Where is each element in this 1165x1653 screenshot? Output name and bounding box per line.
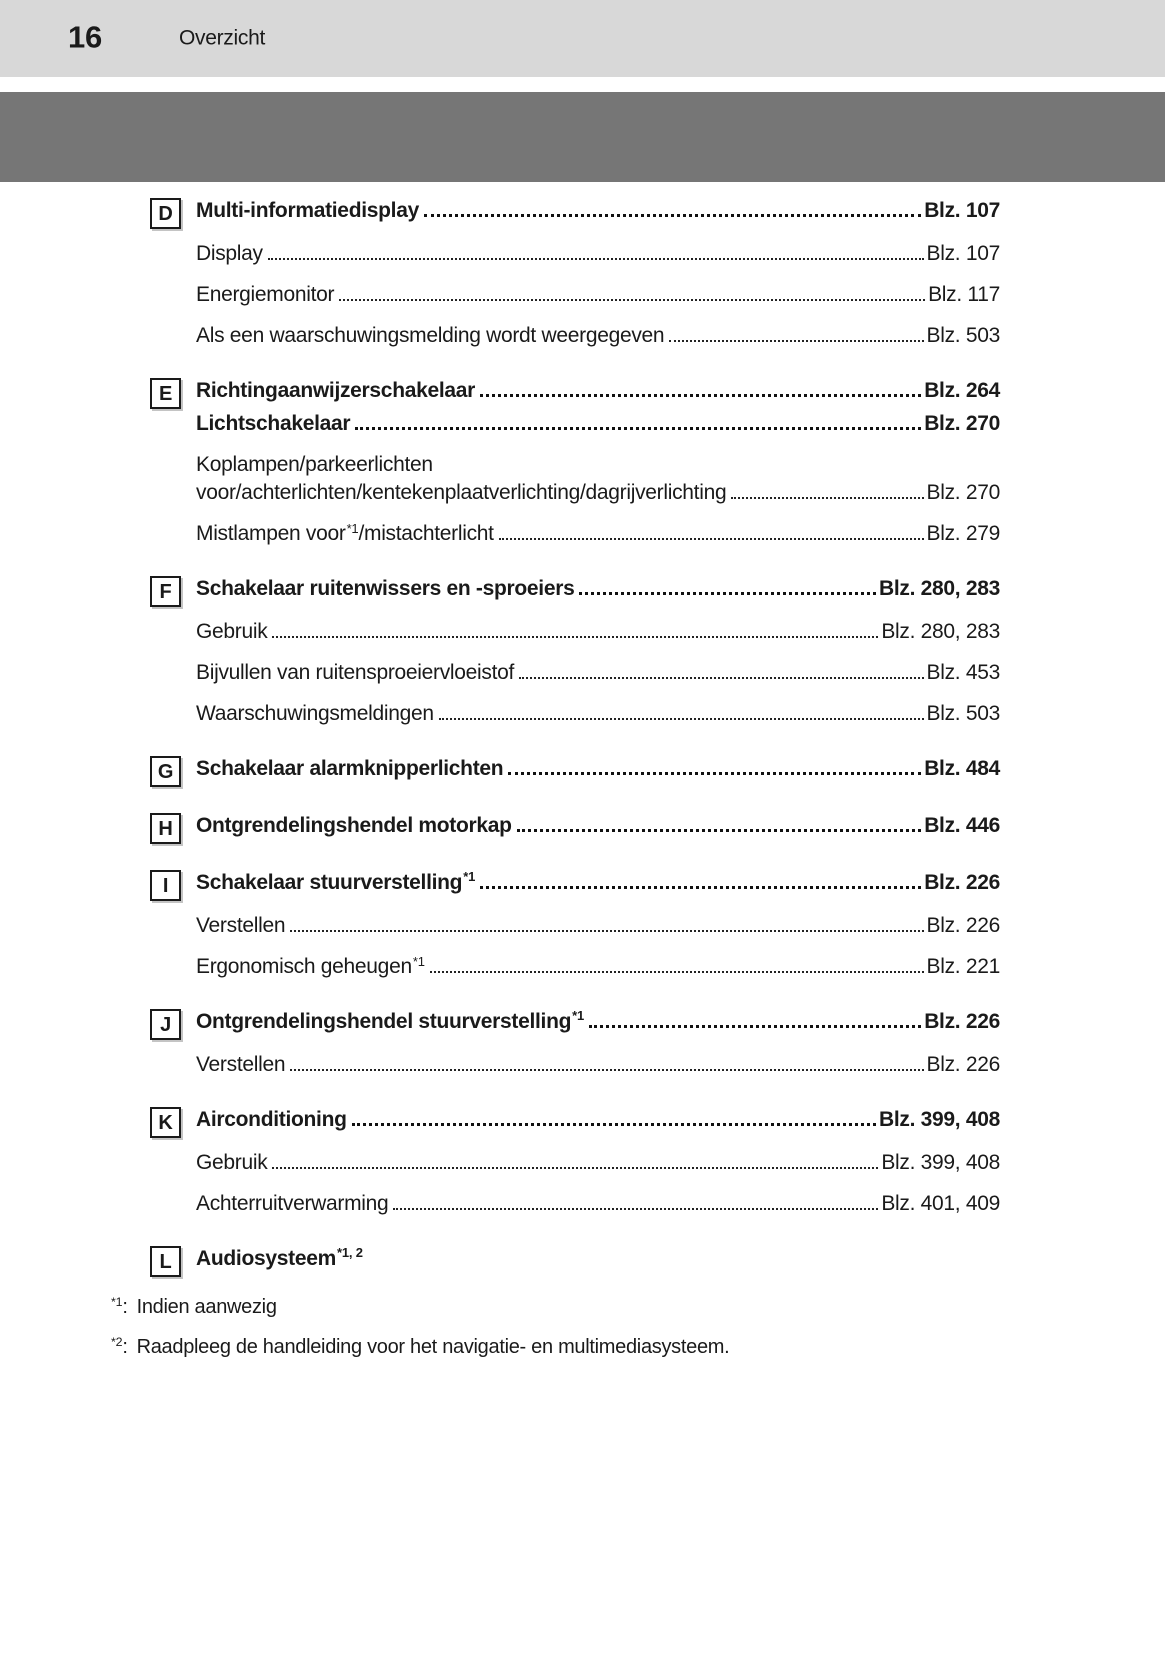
entry-label: Energiemonitor: [196, 283, 335, 306]
dotted-leader: [517, 829, 922, 832]
footnote-marker: *1: [412, 953, 425, 969]
entry-letter-box: F: [150, 576, 181, 607]
entry-letter-box: H: [150, 813, 181, 844]
dotted-leader: [355, 427, 921, 430]
entry-label: Airconditioning: [196, 1107, 347, 1131]
toc-entry-i: [150, 867, 1000, 898]
entry-label: Ontgrendelingshendel motorkap: [196, 813, 512, 837]
entry-label: Gebruik: [196, 620, 268, 643]
toc-entry-l: [150, 1243, 1000, 1274]
entry-label: Verstellen: [196, 914, 286, 937]
footnote-marker: *1: [111, 1295, 123, 1310]
page-reference: Blz. 279: [926, 522, 1000, 545]
page-reference: Blz. 280, 283: [878, 576, 1000, 600]
page-reference: Blz. 503: [926, 702, 1000, 725]
entry-label: Gebruik: [196, 1151, 268, 1174]
toc-entry: [150, 1052, 1000, 1078]
letter-cell: [150, 810, 196, 841]
dotted-leader: [731, 497, 923, 499]
dotted-leader: [439, 718, 924, 720]
page-reference: Blz. 446: [924, 813, 1000, 837]
dotted-leader: [499, 538, 924, 540]
page-reference: Blz. 270: [926, 481, 1000, 504]
entry-label: Verstellen: [196, 1053, 286, 1076]
page-reference: Blz. 270: [924, 412, 1000, 435]
toc-entry-g: [150, 753, 1000, 784]
toc-entry: [150, 282, 1000, 308]
footnote: $^{*2}$: Raadpleeg de handleiding voor het navigatie- en multimediasysteem.: [111, 1335, 730, 1358]
dotted-leader: [669, 340, 923, 342]
footnote-text: Raadpleeg de handleiding voor het navigatie- en multimediasysteem.: [136, 1336, 730, 1358]
toc-entry: [150, 1150, 1000, 1176]
page-reference: Blz. 107: [926, 242, 1000, 265]
page-reference: Blz. 280, 283: [881, 620, 1000, 643]
section-title: Overzicht: [179, 26, 265, 50]
entry-label: Lichtschakelaar: [196, 412, 351, 435]
entry-label: Als een waarschuwingsmelding wordt weergegeven: [196, 324, 665, 347]
toc-entry: [150, 1191, 1000, 1217]
page-reference: Blz. 484: [924, 756, 1000, 780]
dotted-leader: [272, 1167, 878, 1169]
page-header: [0, 0, 1165, 77]
dotted-leader: [268, 258, 924, 260]
footnote-marker: *1: [346, 520, 359, 536]
page-reference: Blz. 226: [924, 870, 1000, 894]
dotted-leader: [589, 1025, 921, 1028]
footnote: $^{*1}$: Indien aanwezig: [111, 1295, 277, 1318]
toc-entry: [150, 241, 1000, 267]
entry-letter-box: I: [150, 870, 181, 901]
entry-letter-box: K: [150, 1107, 181, 1138]
entry-label: Achterruitverwarming: [196, 1192, 389, 1215]
page-reference: Blz. 503: [926, 324, 1000, 347]
toc-entry-f: [150, 573, 1000, 604]
header-gap: [0, 77, 1165, 92]
entry-label: Koplampen/parkeerlichten: [196, 453, 433, 476]
toc-entry-d: [150, 195, 1000, 226]
footnote-marker: *1: [463, 869, 476, 885]
letter-cell: [150, 1006, 196, 1037]
dotted-leader: [508, 772, 921, 775]
toc-entry-k: [150, 1104, 1000, 1135]
toc-entry: [150, 323, 1000, 349]
toc-entry: [150, 521, 1000, 547]
entry-letter-box: G: [150, 756, 181, 787]
page-number: 16: [68, 19, 102, 55]
entry-label: Ergonomisch geheugen$^{*1}$: [196, 953, 425, 978]
footnote-marker: *1, 2: [336, 1245, 363, 1261]
page-reference: Blz. 399, 408: [878, 1107, 1000, 1131]
entry-label: Multi-informatiedisplay: [196, 198, 419, 222]
entry-label: Schakelaar stuurverstelling$^{*1}$: [196, 869, 476, 894]
letter-cell: [150, 1104, 196, 1135]
entry-label: Schakelaar ruitenwissers en -sproeiers: [196, 576, 575, 600]
footnote-marker: *2: [111, 1335, 123, 1350]
letter-cell: [150, 573, 196, 604]
page-reference: Blz. 399, 408: [881, 1151, 1000, 1174]
page-reference: Blz. 401, 409: [881, 1192, 1000, 1215]
toc-entry: [150, 913, 1000, 939]
page-reference: Blz. 107: [924, 198, 1000, 222]
dotted-leader: [290, 1069, 923, 1071]
entry-label: Schakelaar alarmknipperlichten: [196, 756, 504, 780]
dotted-leader: [393, 1208, 878, 1210]
entry-label: Ontgrendelingshendel stuurverstelling$^{*1}$: [196, 1008, 585, 1033]
letter-cell: [150, 867, 196, 898]
dotted-leader: [579, 592, 876, 595]
toc-entry: [150, 411, 1000, 437]
dotted-leader: [480, 394, 921, 397]
toc-entry-j: [150, 1006, 1000, 1037]
footnotes: [0, 1274, 1165, 1360]
footnote-text: Indien aanwezig: [136, 1296, 277, 1318]
page-reference: Blz. 226: [926, 914, 1000, 937]
letter-cell: [150, 375, 196, 406]
entry-label: Display: [196, 242, 263, 265]
entry-label: Bijvullen van ruitensproeiervloeistof: [196, 661, 515, 684]
entry-letter-box: L: [150, 1246, 181, 1277]
letter-cell: [150, 195, 196, 226]
dotted-leader: [424, 214, 921, 217]
dotted-leader: [272, 636, 878, 638]
toc-entry: [150, 480, 1000, 506]
entry-label: Mistlampen voor$^{*1}$/mistachterlicht: [196, 520, 494, 545]
toc-entry: [150, 660, 1000, 686]
page-reference: Blz. 226: [926, 1053, 1000, 1076]
toc-entry: [150, 701, 1000, 727]
letter-cell: [150, 1243, 196, 1274]
page-reference: Blz. 226: [924, 1009, 1000, 1033]
toc-entry: [150, 619, 1000, 645]
toc-entry-h: [150, 810, 1000, 841]
letter-cell: [150, 753, 196, 784]
entry-label: Waarschuwingsmeldingen: [196, 702, 434, 725]
dotted-leader: [352, 1123, 876, 1126]
entry-label: voor/achterlichten/kentekenplaatverlichting/dagrijverlichting: [196, 481, 727, 504]
dotted-leader: [480, 886, 921, 889]
toc-list: [0, 182, 1165, 1274]
entry-letter-box: D: [150, 198, 181, 229]
toc-entry: [150, 954, 1000, 980]
toc-entry-e: [150, 375, 1000, 406]
page-reference: Blz. 117: [928, 283, 1000, 306]
footnote-marker: *1: [572, 1008, 585, 1024]
entry-letter-box: E: [150, 378, 181, 409]
page-reference: Blz. 264: [924, 378, 1000, 402]
dotted-leader: [339, 299, 925, 301]
entry-label: Audiosysteem$^{*1, 2}$: [196, 1245, 363, 1270]
entry-label: Richtingaanwijzerschakelaar: [196, 378, 476, 402]
page-reference: Blz. 453: [926, 661, 1000, 684]
dotted-leader: [290, 930, 923, 932]
section-banner: [0, 92, 1165, 182]
dotted-leader: [519, 677, 923, 679]
toc-entry: [150, 452, 1000, 478]
dotted-leader: [430, 971, 924, 973]
page-reference: Blz. 221: [926, 955, 1000, 978]
entry-letter-box: J: [150, 1009, 181, 1040]
